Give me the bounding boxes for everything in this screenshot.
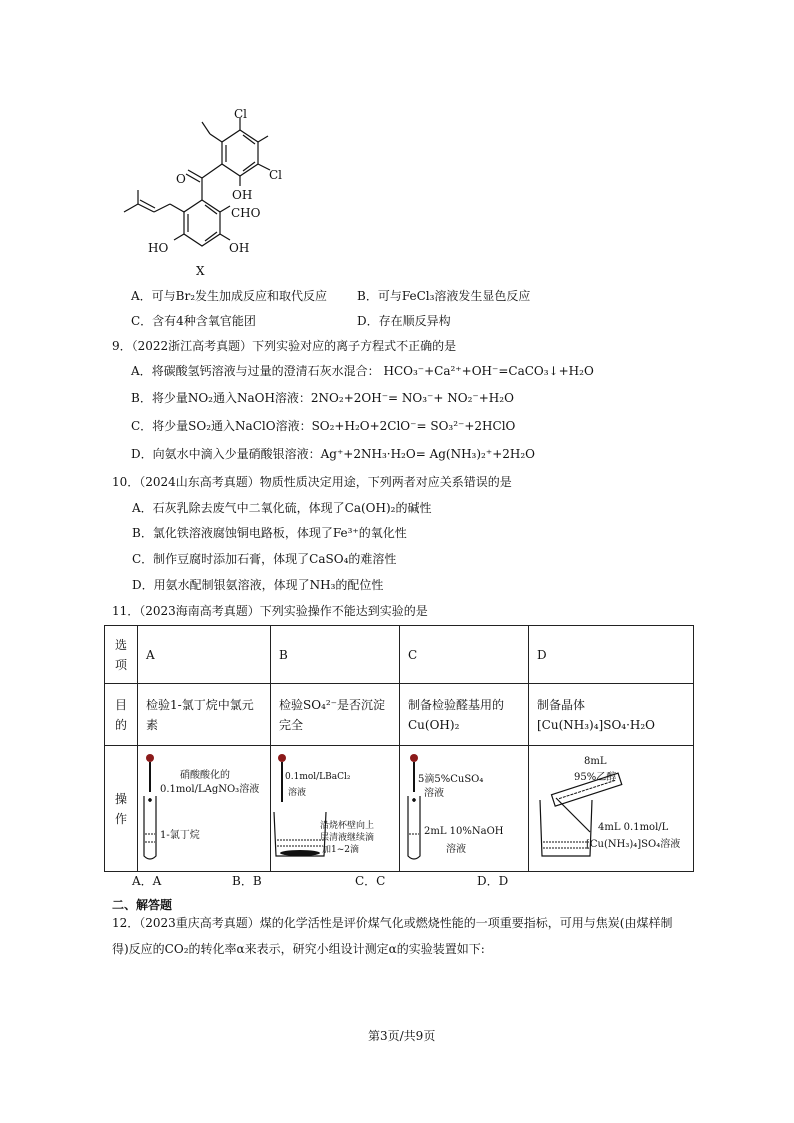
atom-cl-right: Cl [269,168,283,182]
q9-option-a: A．将碳酸氢钙溶液与过量的澄清石灰水混合： HCO₃⁻+Ca²⁺+OH⁻=CaCO₃↓+H₂O [131,364,594,378]
atom-oh-upper: OH [232,188,253,202]
section-heading: 二、解答题 [112,898,173,912]
fig-b-reagent2: 溶液 [288,788,307,798]
figure-b-beaker [270,752,330,862]
fig-c-reagent: 5滴5%CuSO₄ [418,774,484,785]
q10-stem: 10．（2024山东高考真题）物质性质决定用途，下列两者对应关系错误的是 [112,475,512,489]
q12-line2: 得)反应的CO₂的转化率α来表示，研究小组设计测定α的实验装置如下: [112,942,485,956]
fig-b-reagent: 0.1mol/LBaCl₂ [285,772,351,782]
atom-cl-top: Cl [234,107,248,121]
q11-answer-c: C．C [355,874,386,888]
q8-option-a: A．可与Br₂发生加成反应和取代反应 [131,289,328,303]
molecule-caption: X [196,264,205,278]
fig-d-reagent: 8mL [584,756,607,767]
q11-answer-b: B．B [232,874,262,888]
row-op-label: 操作 [105,746,138,872]
atom-oh-right: OH [229,241,250,255]
q11-answer-d: D．D [477,874,509,888]
q8-option-b: B．可与FeCl₃溶液发生显色反应 [357,289,531,303]
fig-a-reagent2: 0.1mol/LAgNO₃溶液 [160,784,260,795]
q12-line1: 12．（2023重庆高考真题）煤的化学活性是评价煤气化或燃烧性能的一项重要指标，可用与焦炭(由煤样制 [112,916,673,930]
row-goal-a: 检验1-氯丁烷中氯元素 [138,684,271,746]
q10-option-d: D．用氨水配制银氨溶液，体现了NH₃的配位性 [132,578,384,592]
fig-c-tube: 2mL 10%NaOH [424,826,504,837]
fig-d-beaker2: [Cu(NH₃)₄]SO₄溶液 [586,839,681,850]
figure-c-dropper-tube [404,752,434,864]
fig-b-note3: 加1~2滴 [322,845,359,855]
q9-option-b: B．将少量NO₂通入NaOH溶液：2NO₂+2OH⁻= NO₃⁻+ NO₂⁻+H₂O [131,391,514,405]
atom-oh-left: HO [148,241,169,255]
row-option-d: D [529,626,694,684]
atom-carbonyl-o: O [176,172,186,186]
q8-option-c: C．含有4种含氧官能团 [131,314,256,328]
row-option-label: 选项 [105,626,138,684]
fig-c-tube2: 溶液 [446,844,466,855]
fig-d-beaker: 4mL 0.1mol/L [598,822,669,833]
q11-stem: 11．（2023海南高考真题）下列实验操作不能达到实验的是 [112,604,428,618]
atom-cho: CHO [231,206,261,220]
figure-a-dropper-tube [140,752,170,864]
page-footer: 第3页/共9页 [368,1029,436,1043]
row-option-a: A [138,626,271,684]
q11-answer-a: A．A [132,874,162,888]
fig-b-note2: 层清液继续滴 [320,833,375,843]
fig-b-note1: 沿烧杯壁向上 [320,821,375,831]
fig-a-tube: 1-氯丁烷 [160,830,200,841]
fig-a-reagent: 硝酸酸化的 [180,770,230,781]
q8-option-d: D．存在顺反异构 [357,314,451,328]
row-goal-b: 检验SO₄²⁻是否沉淀完全 [271,684,400,746]
row-option-b: B [271,626,400,684]
q10-option-a: A．石灰乳除去废气中二氧化硫，体现了Ca(OH)₂的碱性 [132,501,432,515]
q10-option-c: C．制作豆腐时添加石膏，体现了CaSO₄的难溶性 [132,552,397,566]
row-goal-label: 目的 [105,684,138,746]
q9-stem: 9．（2022浙江高考真题）下列实验对应的离子方程式不正确的是 [112,339,457,353]
row-goal-c: 制备检验醛基用的Cu(OH)₂ [400,684,529,746]
row-option-c: C [400,626,529,684]
q9-option-c: C．将少量SO₂通入NaClO溶液：SO₂+H₂O+2ClO⁻= SO₃²⁻+2HClO [131,419,516,433]
q10-option-b: B．氯化铁溶液腐蚀铜电路板，体现了Fe³⁺的氧化性 [132,526,407,540]
q9-option-d: D．向氨水中滴入少量硝酸银溶液：Ag⁺+2NH₃·H₂O= Ag(NH₃)₂⁺+2H₂O [131,447,535,461]
row-goal-d: 制备晶体[Cu(NH₃)₄]SO₄·H₂O [529,684,694,746]
fig-c-reagent2: 溶液 [424,788,444,799]
fig-d-reagent2: 95%乙醇 [574,772,617,783]
